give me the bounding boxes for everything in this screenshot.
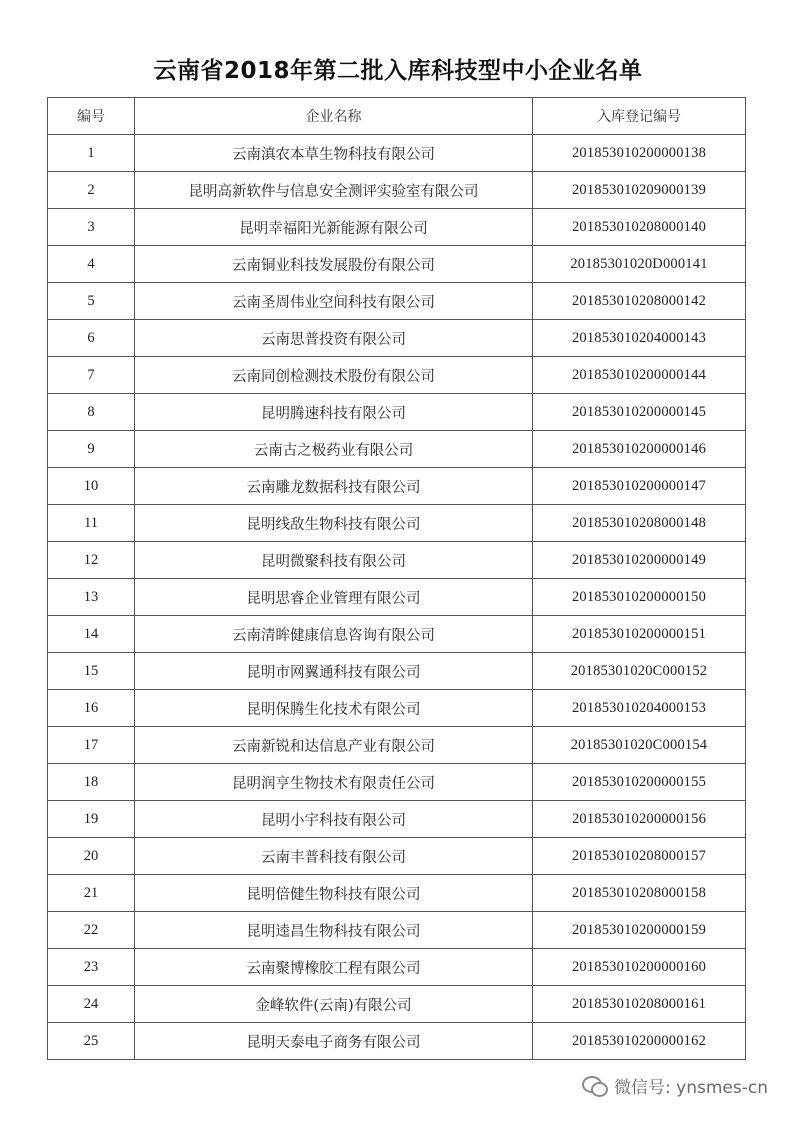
table-row bbox=[48, 579, 746, 616]
registration-code: 201853010208000157 bbox=[533, 838, 746, 875]
enterprise-name: 昆明幸福阳光新能源有限公司 bbox=[135, 209, 533, 246]
registration-code: 201853010208000158 bbox=[533, 875, 746, 912]
registration-code: 201853010200000156 bbox=[533, 801, 746, 838]
registration-code: 20185301020D000141 bbox=[533, 246, 746, 283]
registration-code: 20185301020C000152 bbox=[533, 653, 746, 690]
table-row bbox=[48, 135, 746, 172]
enterprise-name: 云南圣周伟业空间科技有限公司 bbox=[135, 283, 533, 320]
table-row bbox=[48, 616, 746, 653]
enterprise-name: 云南思普投资有限公司 bbox=[135, 320, 533, 357]
registration-code: 201853010200000144 bbox=[533, 357, 746, 394]
wechat-watermark bbox=[582, 1072, 768, 1098]
row-number: 4 bbox=[48, 246, 135, 283]
row-number: 18 bbox=[48, 764, 135, 801]
table-row bbox=[48, 838, 746, 875]
table-row bbox=[48, 431, 746, 468]
table-row bbox=[48, 468, 746, 505]
registration-code: 201853010204000153 bbox=[533, 690, 746, 727]
enterprise-name: 昆明小宇科技有限公司 bbox=[135, 801, 533, 838]
registration-code: 201853010200000151 bbox=[533, 616, 746, 653]
registration-code: 201853010200000155 bbox=[533, 764, 746, 801]
row-number: 13 bbox=[48, 579, 135, 616]
header-number: 编号 bbox=[48, 98, 135, 135]
row-number: 20 bbox=[48, 838, 135, 875]
enterprise-name: 云南清眸健康信息咨询有限公司 bbox=[135, 616, 533, 653]
enterprise-name: 昆明微聚科技有限公司 bbox=[135, 542, 533, 579]
enterprise-name: 昆明市网翼通科技有限公司 bbox=[135, 653, 533, 690]
registration-code: 20185301020C000154 bbox=[533, 727, 746, 764]
enterprise-name: 昆明逵昌生物科技有限公司 bbox=[135, 912, 533, 949]
watermark-text: 微信号: ynsmes-cn bbox=[614, 1077, 768, 1098]
table-row bbox=[48, 875, 746, 912]
header-registration-code: 入库登记编号 bbox=[533, 98, 746, 135]
row-number: 2 bbox=[48, 172, 135, 209]
enterprise-table bbox=[47, 97, 746, 1060]
table-row bbox=[48, 246, 746, 283]
registration-code: 201853010200000149 bbox=[533, 542, 746, 579]
row-number: 3 bbox=[48, 209, 135, 246]
table-row bbox=[48, 764, 746, 801]
row-number: 22 bbox=[48, 912, 135, 949]
table-row bbox=[48, 912, 746, 949]
row-number: 1 bbox=[48, 135, 135, 172]
row-number: 11 bbox=[48, 505, 135, 542]
registration-code: 201853010208000142 bbox=[533, 283, 746, 320]
table-row bbox=[48, 801, 746, 838]
row-number: 16 bbox=[48, 690, 135, 727]
enterprise-name: 云南滇农本草生物科技有限公司 bbox=[135, 135, 533, 172]
table-body bbox=[48, 135, 746, 1060]
table-header-row bbox=[48, 98, 746, 135]
enterprise-name: 云南铜业科技发展股份有限公司 bbox=[135, 246, 533, 283]
enterprise-name: 昆明天泰电子商务有限公司 bbox=[135, 1023, 533, 1060]
registration-code: 201853010200000138 bbox=[533, 135, 746, 172]
row-number: 24 bbox=[48, 986, 135, 1023]
table-row bbox=[48, 542, 746, 579]
row-number: 23 bbox=[48, 949, 135, 986]
registration-code: 201853010200000162 bbox=[533, 1023, 746, 1060]
enterprise-name: 云南古之极药业有限公司 bbox=[135, 431, 533, 468]
table-row bbox=[48, 986, 746, 1023]
table-row bbox=[48, 1023, 746, 1060]
registration-code: 201853010200000159 bbox=[533, 912, 746, 949]
row-number: 7 bbox=[48, 357, 135, 394]
table-row bbox=[48, 949, 746, 986]
registration-code: 201853010209000139 bbox=[533, 172, 746, 209]
enterprise-name: 云南雕龙数据科技有限公司 bbox=[135, 468, 533, 505]
enterprise-name: 云南同创检测技术股份有限公司 bbox=[135, 357, 533, 394]
row-number: 15 bbox=[48, 653, 135, 690]
registration-code: 201853010200000146 bbox=[533, 431, 746, 468]
registration-code: 201853010208000140 bbox=[533, 209, 746, 246]
registration-code: 201853010200000150 bbox=[533, 579, 746, 616]
row-number: 14 bbox=[48, 616, 135, 653]
enterprise-name: 云南新锐和达信息产业有限公司 bbox=[135, 727, 533, 764]
row-number: 19 bbox=[48, 801, 135, 838]
row-number: 8 bbox=[48, 394, 135, 431]
registration-code: 201853010204000143 bbox=[533, 320, 746, 357]
row-number: 5 bbox=[48, 283, 135, 320]
enterprise-name: 昆明线敌生物科技有限公司 bbox=[135, 505, 533, 542]
enterprise-name: 昆明思睿企业管理有限公司 bbox=[135, 579, 533, 616]
enterprise-name: 云南丰普科技有限公司 bbox=[135, 838, 533, 875]
registration-code: 201853010200000145 bbox=[533, 394, 746, 431]
row-number: 10 bbox=[48, 468, 135, 505]
row-number: 9 bbox=[48, 431, 135, 468]
table-row bbox=[48, 357, 746, 394]
row-number: 6 bbox=[48, 320, 135, 357]
row-number: 12 bbox=[48, 542, 135, 579]
row-number: 25 bbox=[48, 1023, 135, 1060]
document-title: 云南省2018年第二批入库科技型中小企业名单 bbox=[153, 58, 643, 84]
enterprise-name: 昆明倍健生物科技有限公司 bbox=[135, 875, 533, 912]
enterprise-name: 昆明保腾生化技术有限公司 bbox=[135, 690, 533, 727]
enterprise-name: 昆明高新软件与信息安全测评实验室有限公司 bbox=[135, 172, 533, 209]
table-row bbox=[48, 320, 746, 357]
enterprise-name: 云南聚博橡胶工程有限公司 bbox=[135, 949, 533, 986]
registration-code: 201853010200000147 bbox=[533, 468, 746, 505]
table-row bbox=[48, 690, 746, 727]
row-number: 17 bbox=[48, 727, 135, 764]
table-row bbox=[48, 727, 746, 764]
enterprise-name: 金峰软件(云南)有限公司 bbox=[135, 986, 533, 1023]
header-enterprise-name: 企业名称 bbox=[135, 98, 533, 135]
wechat-icon bbox=[582, 1074, 608, 1096]
table-row bbox=[48, 172, 746, 209]
row-number: 21 bbox=[48, 875, 135, 912]
table-row bbox=[48, 394, 746, 431]
table-row bbox=[48, 209, 746, 246]
registration-code: 201853010208000161 bbox=[533, 986, 746, 1023]
registration-code: 201853010208000148 bbox=[533, 505, 746, 542]
table-row bbox=[48, 505, 746, 542]
table-row bbox=[48, 653, 746, 690]
enterprise-name: 昆明腾速科技有限公司 bbox=[135, 394, 533, 431]
registration-code: 201853010200000160 bbox=[533, 949, 746, 986]
table-row bbox=[48, 283, 746, 320]
enterprise-name: 昆明润亨生物技术有限责任公司 bbox=[135, 764, 533, 801]
